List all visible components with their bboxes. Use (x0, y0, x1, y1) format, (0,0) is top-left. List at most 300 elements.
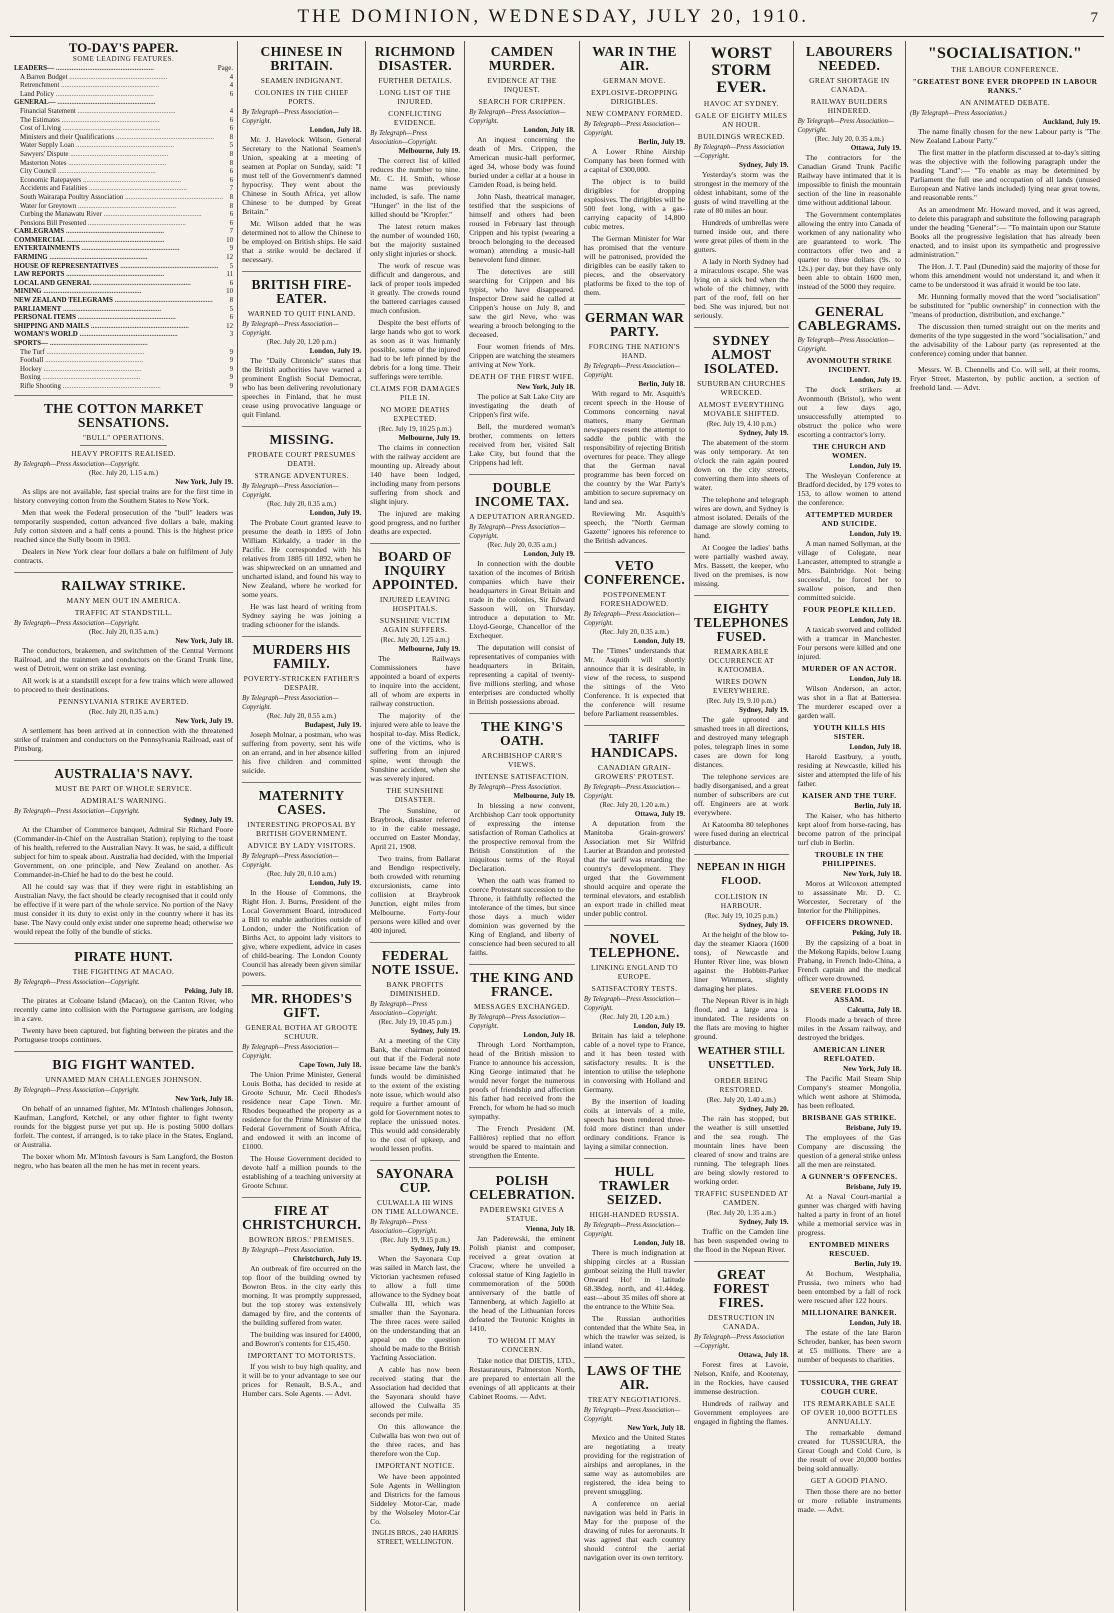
index-row-page: 4 (229, 72, 234, 81)
subheading: HIGH-HANDED RUSSIA. (589, 1210, 680, 1219)
index-row-label: Masterton Notes ..... (14, 159, 223, 168)
index-row-page: 6 (229, 115, 234, 124)
credit: By Telegraph—Press Association—Copyright. (469, 524, 566, 540)
received: (Rec. July 20, 0.35 a.m.) (814, 135, 884, 143)
paragraph: The first matter in the platform discussed at to-day's sitting was the objective with the following paragraph under the heading "Land":— "To enable as may be determined by Parliament the full use and occupation of all lands (unused European and Native lands included) lying near great towns, and reasonable rents." (910, 148, 1100, 202)
index-row (14, 210, 233, 219)
subheading: TRAFFIC SUSPENDED AT CAMDEN. (694, 1189, 789, 1207)
index-row-label: Hockey ..... (14, 365, 223, 374)
headline: MURDERS HIS FAMILY. (252, 642, 351, 671)
received: (Rec. July 20, 1.35 a.m.) (706, 1209, 776, 1217)
article-navy (14, 767, 233, 944)
dateline: London, July 19. (849, 462, 902, 470)
paragraph: The Probate Court granted leave to presume the death in 1895 of John William Kirkaldy, a trader in the Pacific. He corresponded with his relatives from 1885 till 1892, when he was shipwrecked on an unnamed and uncharted island, and found his way to New Zealand, where he worked for some years. (242, 518, 362, 599)
headline: GENERAL CABLEGRAMS. (797, 304, 902, 333)
paragraph: A taxicab swerved and collided with a tramcar in Manchester. Four persons were killed and one injured. (797, 625, 902, 661)
index-row-page: 8 (229, 201, 234, 210)
dateline: Sydney, July 19. (739, 161, 789, 169)
index-row (14, 236, 233, 245)
article-kings-oath (469, 720, 575, 965)
index-row (14, 348, 233, 357)
paragraph: The building was insured for £4000, and Bowron's contents for £15,450. (242, 1330, 362, 1348)
paragraph: The Russian authorities contended that the White Sea, in which the trawler was seized, is inland water. (583, 1314, 686, 1350)
paragraph: Men that week the Federal prosecution of the "bull" leaders was temporarily suspended, cotton advanced five dollars a bale, making July cotton sixteen and a half cents a pound. This is the highest price reached since the Sully boom in 1903. (14, 507, 234, 544)
paragraph: At the height of the blow to-day the steamer Kiaora (1600 tons), of Newcastle and Hunter River line, was blown against the Hobbitt-Parker liner Wimmera, slightly damaging her plates. (694, 930, 789, 993)
dateline: London, July 18. (849, 675, 902, 683)
paragraph: As slips are not available, fast special trains are for the first time in history conveying cotton from the Southern States to New York. (14, 486, 234, 505)
paragraph: The telephone and telegraph wires are down, and Sydney is almost isolated. Details of the damage are slowly coming to hand. (694, 495, 789, 540)
dateline: London, July 19. (309, 347, 362, 355)
dateline: London, July 19. (309, 509, 362, 517)
column-4 (465, 41, 580, 1611)
paragraph: The pirates at Coloane Island (Macao), on the Canton River, who recently came into collision with the Portuguese garrison, are lodging in a cave. (14, 995, 234, 1023)
received: (Rec. July 20, 1.15 a.m.) (89, 468, 159, 477)
index-row-label: ENTERTAINMENTS ..... (14, 244, 223, 253)
credit: By Telegraph—Press Association—Copyright. (797, 118, 894, 134)
index-row-label: Ministers and their Qualifications ..... (14, 133, 223, 142)
headline: VETO CONFERENCE. (583, 558, 686, 587)
credit: By Telegraph—Press Association—Copyright. (370, 1001, 438, 1017)
paragraph: All work is at a standstill except for a few trains which were allowed to proceed to their destinations. (14, 675, 234, 694)
received: (Rec. July 19, 9.10 p.m.) (706, 697, 777, 705)
subheading: WARNED TO QUIT FINLAND. (247, 309, 356, 318)
index-row-page: 6 (229, 313, 234, 322)
index-row (14, 253, 233, 262)
index-row (14, 279, 233, 288)
paragraph: By the insertion of loading coils at intervals of a mile, speech has been rendered three-fold more distinct than under ordinary conditions. France is laying a similar connection. (583, 1097, 686, 1151)
article-fire (242, 1204, 361, 1405)
headline: BOARD OF INQUIRY APPOINTED. (372, 549, 459, 592)
credit: By Telegraph—Press Association—Copyright. (694, 1334, 785, 1350)
dateline: Melbourne, July 19. (513, 792, 575, 800)
divider (80, 445, 168, 446)
article-big-fight (14, 1058, 233, 1177)
dateline: London, July 19. (633, 637, 686, 645)
index-row-label: Land Policy ..... (14, 90, 223, 99)
headline: RAILWAY STRIKE. (61, 577, 186, 593)
column-3 (366, 41, 465, 1611)
subheading: COLONIES IN THE CHIEF PORTS. (254, 88, 349, 106)
subheading: AN ANIMATED DEBATE. (959, 98, 1051, 107)
index-row (14, 270, 233, 279)
dateline: Sydney, July 19. (739, 1218, 789, 1226)
page-number: 7 (1090, 10, 1098, 26)
received: (Rec. July 19, 10.45 p.m.) (378, 1018, 452, 1026)
received: (Rec. July 19, 10.25 p.m.) (378, 425, 452, 433)
subheading: PADEREWSKI GIVES A STATUE. (479, 1205, 565, 1223)
subheading: INJURED LEAVING HOSPITALS. (379, 595, 451, 613)
dateline: Brisbane, July 19. (845, 1183, 902, 1191)
paragraph: By the capsizing of a boat in the Mekong Rapids, below Luang Prabang, in French Indo-China, a French captain and the medical officer were drowned. (797, 938, 902, 983)
article-tussicura (798, 1378, 901, 1521)
subheading: SATISFACTORY TESTS. (591, 984, 678, 993)
subheading: LINKING ENGLAND TO EUROPE. (590, 963, 678, 981)
paragraph: At the Chamber of Commerce banquet, Admiral Sir Richard Poore (Commander-in-Chief on the Australian Station), replying to the toast of his health, referred to the Australian Navy. It was, he said, a difficult subject for him to speak about. Australia had decided, with the Imperial Government, on one principle, and New Zealand on another. As Commander-in-Chief he had to do the best he could. (14, 824, 234, 879)
index-subtitle: SOME LEADING FEATURES. (72, 55, 175, 63)
dateline: Ottawa, July 19. (850, 144, 902, 152)
paragraph: The discussion then turned straight out on the merits and demerits of the type suggested in the word "socialisation," and the advisability of the Labour party (as represented at the conference) coming under that banner. (910, 322, 1100, 358)
credit: By Telegraph—Press Association—Copyright. (242, 1044, 339, 1060)
credit: By Telegraph—Press Association—Copyright. (242, 321, 339, 337)
article-laws-air (584, 1364, 685, 1569)
dateline: London, July 18. (523, 126, 575, 134)
dateline: Melbourne, July 19. (398, 434, 461, 442)
credit: By Telegraph—Press Association—Copyright. (370, 1219, 438, 1235)
dateline: London, July 19. (849, 376, 902, 384)
dateline: Budapest, July 19. (304, 721, 362, 729)
subheading: HEAVY PROFITS REALISED. (71, 448, 176, 458)
index-row-label: Sawyers' Dispute ..... (14, 150, 223, 159)
dateline: New York, July 18. (627, 1424, 686, 1432)
dateline: London, July 18. (849, 743, 902, 751)
index-row-label: City Council ..... (14, 167, 223, 176)
dateline: Berlin, July 18. (638, 380, 686, 388)
subheading: ITS REMARKABLE SALE OF OVER 10,000 BOTTLES ANNUALLY. (800, 1399, 898, 1426)
paragraph: There is much indignation at shipping circles at a Russian gunboat seizing the Hull trawler Onward Ho! in latitude 68.38deg. north, and 41.44deg. east—about 35 miles off shore at the entrance to the White Sea. (583, 1248, 686, 1311)
dateline: London, July 19. (523, 550, 575, 558)
cablegram-heading: AVONMOUTH STRIKE INCIDENT. (806, 356, 893, 374)
received: (Rec. July 20, 0.35 a.m.) (599, 628, 669, 636)
index-row-page: 6 (229, 210, 234, 219)
dateline: Melbourne, July 19. (398, 645, 461, 653)
index-row-page (223, 98, 233, 107)
dateline: New York, July 18. (175, 1094, 234, 1103)
subheading: CANADIAN GRAIN-GROWERS' PROTEST. (594, 763, 675, 781)
subheading: PENNSYLVANIA STRIKE AVERTED. (58, 696, 189, 706)
cablegram-heading: TROUBLE IN THE PHILIPPINES. (814, 850, 884, 868)
index-row-label: WOMAN'S WORLD ..... (14, 330, 223, 339)
headline: FEDERAL NOTE ISSUE. (371, 948, 459, 977)
credit: By Telegraph—Press Association—Copyright. (14, 978, 140, 986)
paragraph: The French President (M. Fallières) replied that no effort would be spared to maintain and strengthen the Entente. (469, 1124, 575, 1160)
article-worst-storm (694, 45, 789, 328)
column-7 (794, 41, 906, 1611)
dateline: Berlin, July 18. (854, 802, 902, 810)
subheading: GENERAL BOTHA AT GROOTE SCHUUR. (245, 1023, 358, 1041)
index-row-label: SHIPPING AND MAILS ..... (14, 322, 223, 331)
paragraph: The gale uprooted and smashed trees in all directions, and destroyed many telegraph poles, telegraph lines in some cases are down for long distances. (694, 715, 789, 769)
index-row-label: GENERAL— ..... (14, 98, 223, 107)
paragraph: In connection with the double taxation of the incomes of British companies which have their headquarters in Great Britain and trade in the colonies, Sir Edward Sassoon will, on Thursday, introduce a deputation to Mr. Lloyd-George, Chancellor of the Exchequer. (469, 559, 575, 640)
subheading: MESSAGES EXCHANGED. (474, 1002, 570, 1011)
subheading: PROBATE COURT PRESUMES DEATH. (247, 450, 356, 468)
paragraph: Twenty have been captured, but fighting between the pirates and the Portuguese troops continues. (14, 1025, 234, 1044)
paragraph: Mexico and the United States are negotiating a treaty providing for the registration of airships and aeroplanes, in the same way as automobiles are registered, the idea being to prevent smuggling. (583, 1433, 686, 1496)
headline: SYDNEY ALMOST ISOLATED. (703, 333, 779, 376)
index-row (14, 184, 233, 193)
headline: NEPEAN IN HIGH FLOOD. (696, 862, 786, 887)
paragraph: Then those there are no better or more reliable instruments made. — Advt. (797, 1487, 902, 1514)
index-row (14, 356, 233, 365)
cablegram-heading: ATTEMPTED MURDER AND SUICIDE. (805, 510, 894, 528)
paragraph: Yesterday's storm was the strongest in the memory of the oldest inhabitant, some of the gusts of wind travelling at the rate of 80 miles an hour. (694, 170, 789, 215)
article-missing (242, 433, 361, 637)
article-polish (469, 1174, 575, 1408)
paragraph: At Katoomba 80 telephones were fused during an electrical disturbance. (694, 820, 789, 847)
article-telephone (584, 932, 685, 1159)
paragraph: The Union Prime Minister, General Louis Botha, has decided to reside at Groote Schuur, Mr. Cecil Rhodes's residence near Cape Town. Mr. Rhodes bequeathed the property as a residence for the Prime Minister of the Federal Government of South Africa, and endowed it with an income of £1000. (242, 1070, 362, 1151)
cablegram-heading: SEVERE FLOODS IN ASSAM. (810, 986, 889, 1004)
index-row-page: 6 (229, 124, 234, 133)
subheading: BUILDINGS WRECKED. (697, 132, 785, 141)
index-row (14, 141, 233, 150)
headline: BRITISH FIRE-EATER. (251, 277, 352, 306)
article-labourers (798, 45, 901, 299)
subheading: EXPLOSIVE-DROPPING DIRIGIBLES. (591, 88, 678, 106)
index-header (14, 64, 233, 73)
index-row-page: 9 (229, 347, 234, 356)
headline: MR. RHODES'S GIFT. (251, 991, 353, 1020)
credit: By Telegraph—Press Association—Copyright. (469, 1014, 566, 1030)
index-title: TO-DAY'S PAPER. (68, 40, 179, 55)
index-row-page: 8 (229, 132, 234, 141)
index-row-page: 7 (229, 227, 234, 236)
index-row-page: 9 (229, 381, 234, 390)
index-row-page: 9 (229, 364, 234, 373)
paragraph: The contractors for the Canadian Grand Trunk Pacific Railway have intimated that it is impossible to finish the mountain section of the line in reasonable time without additional labour. (797, 153, 902, 207)
credit: By Telegraph—Press Association—Copyright. (583, 121, 681, 137)
headline: GERMAN WAR PARTY. (584, 310, 685, 339)
subheading: SUNSHINE VICTIM AGAIN SUFFERS. (379, 616, 451, 634)
article-rhodes (242, 992, 361, 1198)
headline: LAWS OF THE AIR. (587, 1363, 682, 1392)
paragraph: The "Daily Chronicle" states that the British authorities have warned a prominent English Social Democrat, who has been delivering revolutionary speeches in Finland, that he must cease using provocative language or quit Finland. (242, 356, 362, 419)
paragraph: When the oath was framed to coerce Protestant succession to the Throne, it faithfully reflected the intolerance of the times, but since those days a much wider dominion was governed by the King of England, and liberty of conscience had been secured to all faiths. (469, 876, 575, 957)
credit: By Telegraph—Press Association. (242, 1247, 335, 1254)
credit: By Telegraph—Press Association—Copyright. (242, 695, 339, 711)
index-row-label: PERSONAL ITEMS ..... (14, 313, 223, 322)
subheading: TUSSICURA, THE GREAT COUGH CURE. (800, 1378, 899, 1396)
index-row-page: 5 (229, 261, 234, 270)
index-row-label: FARMING ..... (14, 253, 223, 262)
paragraph: The "Times" understands that Mr. Asquith will shortly announce that it is desirable, in view of the recess, to suspend the sittings of the Veto Conference. It is expected that the conference will resume before Parliament reassembles. (583, 646, 686, 718)
index-row (14, 339, 233, 348)
index-row (14, 244, 233, 253)
subheading: REMARKABLE OCCURRENCE AT KATOOMBA. (708, 647, 774, 674)
subheading: INTERESTING PROPOSAL BY BRITISH GOVERNMENT. (247, 820, 356, 838)
paragraph: John Nash, theatrical manager, testified that the suspicions of himself and others had been roused in February last through Crippen and his typist (wearing a brooch belonging to the deceased woman) attending a music-hall benevolent fund dinner. (469, 192, 575, 264)
paragraph: Forest fires at Lavoie, Nelson, Knife, and Kootenay, in the Rockies, have caused immense destruction. (694, 1360, 789, 1396)
dateline: Ottawa, July 18. (738, 1351, 789, 1359)
article-telephones-fused (694, 602, 789, 855)
received: (Rec. July 20, 0.35 a.m.) (487, 541, 557, 549)
paragraph: The work of rescue was difficult and dangerous, and lack of proper tools impeded it greatly. The crowds round the battered carriages caused much confusion. (370, 261, 461, 315)
dateline: London, July 18. (309, 126, 362, 134)
index-row-label: Financial Statement ..... (14, 107, 223, 116)
subheading: FURTHER DETAILS. (378, 76, 452, 85)
headline: EIGHTY TELEPHONES FUSED. (694, 601, 789, 644)
subheading: CLAIMS FOR DAMAGES PILE IN. (370, 384, 460, 402)
index-row (14, 227, 233, 236)
credit: By Telegraph—Press Association—Copyright. (583, 363, 681, 379)
subheading: IMPORTANT NOTICE. (375, 1461, 455, 1470)
cablegram-heading: AMERICAN LINER REFLOATED. (813, 1045, 886, 1063)
subheading: "GREATEST BONE EVER DROPPED IN LABOUR RANKS." (912, 77, 1098, 95)
index-row-label: LOCAL AND GENERAL ..... (14, 279, 223, 288)
article-cotton (14, 402, 233, 573)
paragraph: The latest return makes the number of wounded 160, but the majority sustained only slight injuries or shock. (370, 222, 461, 258)
article-sayonara (370, 1167, 460, 1551)
subheading: ORDER BEING RESTORED. (714, 1076, 769, 1094)
headline: AUSTRALIA'S NAVY. (54, 765, 193, 781)
subheading: EVIDENCE AT THE INQUEST. (487, 76, 557, 94)
index-row-page: 5 (229, 304, 234, 313)
headline: THE KING'S OATH. (480, 719, 564, 748)
credit: By Telegraph—Press Association—Copyright. (583, 784, 681, 800)
dateline: Brisbane, July 19. (845, 1124, 902, 1132)
credit: By Telegraph—Press Association. (469, 784, 562, 791)
index-row (14, 202, 233, 211)
headline: WAR IN THE AIR. (592, 44, 677, 73)
headline: NOVEL TELEPHONE. (589, 931, 680, 960)
paragraph: Floods made a breach of three miles in the Assam railway, and destroyed the bridges. (797, 1015, 902, 1042)
dateline: Ottawa, July 19. (634, 810, 686, 818)
dateline: Sydney, July 19. (739, 706, 789, 714)
index-row (14, 150, 233, 159)
article-maternity (242, 789, 361, 986)
dateline: London, July 19. (309, 879, 362, 887)
index-row (14, 373, 233, 382)
received: (Rec. July 20, 0.10 a.m.) (267, 870, 337, 878)
subheading: BANK PROFITS DIMINISHED. (386, 980, 444, 998)
paragraph: At Coogee the ladies' baths were partially washed away. Mrs. Bassett, the keeper, who lived on the premises, is now missing. (694, 543, 789, 588)
headline: DOUBLE INCOME TAX. (474, 480, 570, 509)
paragraph: The Railways Commissioners have appointed a board of experts to inquire into the accident, all of whom are experts in railway construction. (370, 654, 461, 708)
index-row (14, 305, 233, 314)
subheading: MUST BE PART OF WHOLE SERVICE. (55, 783, 192, 793)
column-2 (238, 41, 366, 1611)
subheading: CULWALLA III WINS ON TIME ALLOWANCE. (371, 1198, 459, 1216)
dateline: Cape Town, July 18. (299, 1061, 362, 1069)
subheading: NO MORE DEATHS EXPECTED. (380, 405, 450, 423)
column-1 (10, 41, 238, 1611)
subheading: DESTRUCTION IN CANADA. (708, 1313, 775, 1331)
subheading: "BULL" OPERATIONS. (82, 432, 165, 442)
credit: By Telegraph—Press Association—Copyright. (14, 619, 140, 627)
paragraph: The telephone services are badly disorganised, and a great number of subscribers are cut off. Engineers are at work everywhere. (694, 772, 789, 817)
subheading: NEW COMPANY FORMED. (586, 109, 683, 118)
paragraph: Hundreds of umbrellas were turned inside out, and there were great piles of them in the gutters. (694, 218, 789, 254)
index-header-label: LEADERS— ..... (14, 64, 218, 73)
index-row-label: Retrenchment ..... (14, 81, 223, 90)
index-row-page: 4 (229, 106, 234, 115)
paragraph: Reviewing Mr. Asquith's speech, the "North German Gazette" ignores his reference to the British advances. (583, 509, 686, 545)
headline: "SOCIALISATION." (927, 45, 1083, 62)
article-king-france (469, 971, 575, 1168)
dateline: Sydney, July 19. (739, 921, 789, 929)
paragraph: Mr. Wilson added that he was determined not to allow the Chinese to be employed on British ships. He said that a strike would be declared if necessary. (242, 219, 362, 264)
article-forest-fires (694, 1268, 789, 1433)
paragraph: Traffic on the Camden line has been suspended owing to the flood in the Nepean River. (694, 1227, 789, 1254)
index-row-page: 4 (229, 81, 234, 90)
headline: SAYONARA CUP. (376, 1166, 454, 1195)
index-row (14, 73, 233, 82)
index-row-page: 6 (229, 218, 234, 227)
paragraph: Mr. Hunning formally moved that the word "socialisation" be substituted for "public ownership" in connection with the "means of production, distribution, and exchange." (910, 292, 1100, 319)
dateline: Berlin, July 19. (638, 138, 686, 146)
received: (Rec. July 20, 1.25 a.m.) (380, 636, 450, 644)
paragraph: An outbreak of fire occurred on the top floor of the building owned by Bowron Bros. in the city early this morning. It was promptly suppressed, but the top storey was extensively damaged by fire, and the contents of the building suffered from water. (242, 1264, 362, 1327)
subheading: BOWRON BROS.' PREMISES. (248, 1235, 355, 1244)
subheading: FORCING THE NATION'S HAND. (588, 342, 681, 360)
index-row-page: 9 (229, 244, 234, 253)
masthead (10, 6, 1104, 37)
divider (967, 361, 1043, 362)
paragraph: The employees of the Gas Company are discussing the question of a general strike unless all the men are reinstated. (797, 1133, 902, 1169)
dateline: Calcutta, July 18. (847, 1006, 902, 1014)
credit: By Telegraph—Press Association—Copyright. (694, 144, 785, 160)
paragraph: Jan Paderewski, the eminent Polish pianist and composer, received a great ovation at Cracow, where he unveiled a colossal statue of King Jagiello in commemoration of the 500th anniversary of the battle of Tannenberg, at which Jagiello at the head of the Lithuanian forces defeated the Teutonic Knights in 1410. (469, 1234, 575, 1333)
article-camden (469, 45, 575, 475)
cablegram-heading: BRISBANE GAS STRIKE. (802, 1113, 897, 1122)
todays-paper-index (14, 40, 234, 396)
subheading: MANY MEN OUT IN AMERICA. (66, 595, 181, 605)
paragraph: We have been appointed Sole Agents in Wellington and Districts for the famous Siddeley Motor-Car, made by the Wolseley Motor-Car Co. (370, 1472, 461, 1526)
credit: By Telegraph—Press Association—Copyright. (583, 611, 681, 627)
subheading: GERMAN MOVE. (603, 76, 666, 85)
credit: By Telegraph—Press Association—Copyright. (14, 1086, 140, 1094)
paragraph: The estate of the late Baron Schroder, banker, has been sworn at £5 millions. There are a number of bequests to charities. (797, 1328, 902, 1364)
index-row (14, 287, 233, 296)
dateline: Sydney, July 20. (739, 1105, 789, 1113)
credit: By Telegraph—Press Association—Copyright. (797, 337, 894, 353)
paragraph: The object is to build dirigibles for dropping explosives. The dirigibles will be 500 feet long, with a gas-carrying capacity of 14,800 cubic metres. (583, 177, 686, 231)
subheading: THE LABOUR CONFERENCE. (951, 65, 1059, 74)
subheading: SEARCH FOR CRIPPEN. (478, 97, 566, 106)
paragraph: At a meeting of the City Bank, the chairman pointed out that if the Federal note issue became law the bank's funds would be diminished to the extent of the existing note issue, which would also require a further amount of gold for Government notes to replace the unissued notes. This would add considerably to the cost of upkeep, and would lessen profits. (370, 1036, 461, 1153)
article-richmond (370, 45, 460, 544)
article-fire-eater (242, 278, 361, 427)
index-row-page: 6 (229, 278, 234, 287)
index-row-page: 7 (229, 184, 234, 193)
subheading: TREATY NEGOTIATIONS. (587, 1395, 682, 1404)
paragraph: At a Naval Court-martial a gunner was charged with having halted a party in front of an hotel while a memorial service was in progress. (797, 1192, 902, 1237)
subheading: TO WHOM IT MAY CONCERN. (487, 1336, 557, 1354)
index-list (14, 73, 233, 391)
index-row-label: A Barren Budget ..... (14, 73, 223, 82)
column-5 (580, 41, 690, 1611)
article-general-cablegrams (798, 305, 901, 1372)
index-row (14, 322, 233, 331)
headline: TARIFF HANDICAPS. (591, 731, 678, 760)
subheading: GET A GOOD PIANO. (810, 1476, 888, 1485)
subheading: INTENSE SATISFACTION. (474, 772, 570, 781)
paragraph: The rain has stopped, but the weather is still unsettled and the sea rough. The mountain lines have been cleared of snow and trains are running. The telegraph lines are being slowly restored to working order. (694, 1114, 789, 1186)
article-chinese (242, 45, 361, 272)
index-row-label: PARLIAMENT ..... (14, 305, 223, 314)
paragraph: The claims in connection with the railway accident are mounting up. Already about 140 have been lodged, including many from persons suffering from shock and slight injury. (370, 443, 461, 506)
cablegram-heading: ENTOMBED MINERS RESCUED. (809, 1240, 890, 1258)
cablegram-heading: FOUR PEOPLE KILLED. (803, 605, 896, 614)
article-board-inquiry (370, 550, 460, 943)
index-row-page: 6 (229, 175, 234, 184)
index-row-label: Economic Ratepayers ..... (14, 176, 223, 185)
index-row (14, 133, 233, 142)
paragraph: The conductors, brakemen, and switchmen of the Central Vermont Railroad, and the trainmen and conductors on the Grand Trunk line, west of Detroit, went on strike last evening. (14, 645, 234, 673)
headline: PIRATE HUNT. (74, 948, 173, 964)
paragraph: The correct list of killed reduces the number to nine. Mr. C. H. Smith, whose name was previously included, is safe. The name "Hunger" in the list of the killed should be "Kropfer." (370, 156, 461, 219)
article-income-tax (469, 481, 575, 714)
received: (Rec. July 19, 4.10 p.m.) (706, 420, 777, 428)
paragraph: The Sunshine, or Braybrook, disaster referred to in the cable message, occurred on Easter Monday, April 21, 1908. (370, 806, 461, 851)
paragraph: Through Lord Northampton, head of the British mission to France to announce his accession, King George intimated that he would never forget the numerous proofs of friendship and affection his father had received from the French, for whom he had so much sympathy. (469, 1040, 575, 1121)
received: (Rec. July 19, 10.25 p.m.) (704, 912, 778, 920)
index-row-label: Water Supply Loan ..... (14, 141, 223, 150)
received: (Rec. July 20, 0.55 a.m.) (267, 712, 337, 720)
subheading: DEATH OF THE FIRST WIFE. (469, 372, 575, 381)
paragraph: The German Minister for War has promised that the venture will be patronised, provided the dirigibles can be easily taken to pieces, and the observatory platforms be fixed to the top of them. (583, 234, 686, 297)
index-row (14, 382, 233, 391)
